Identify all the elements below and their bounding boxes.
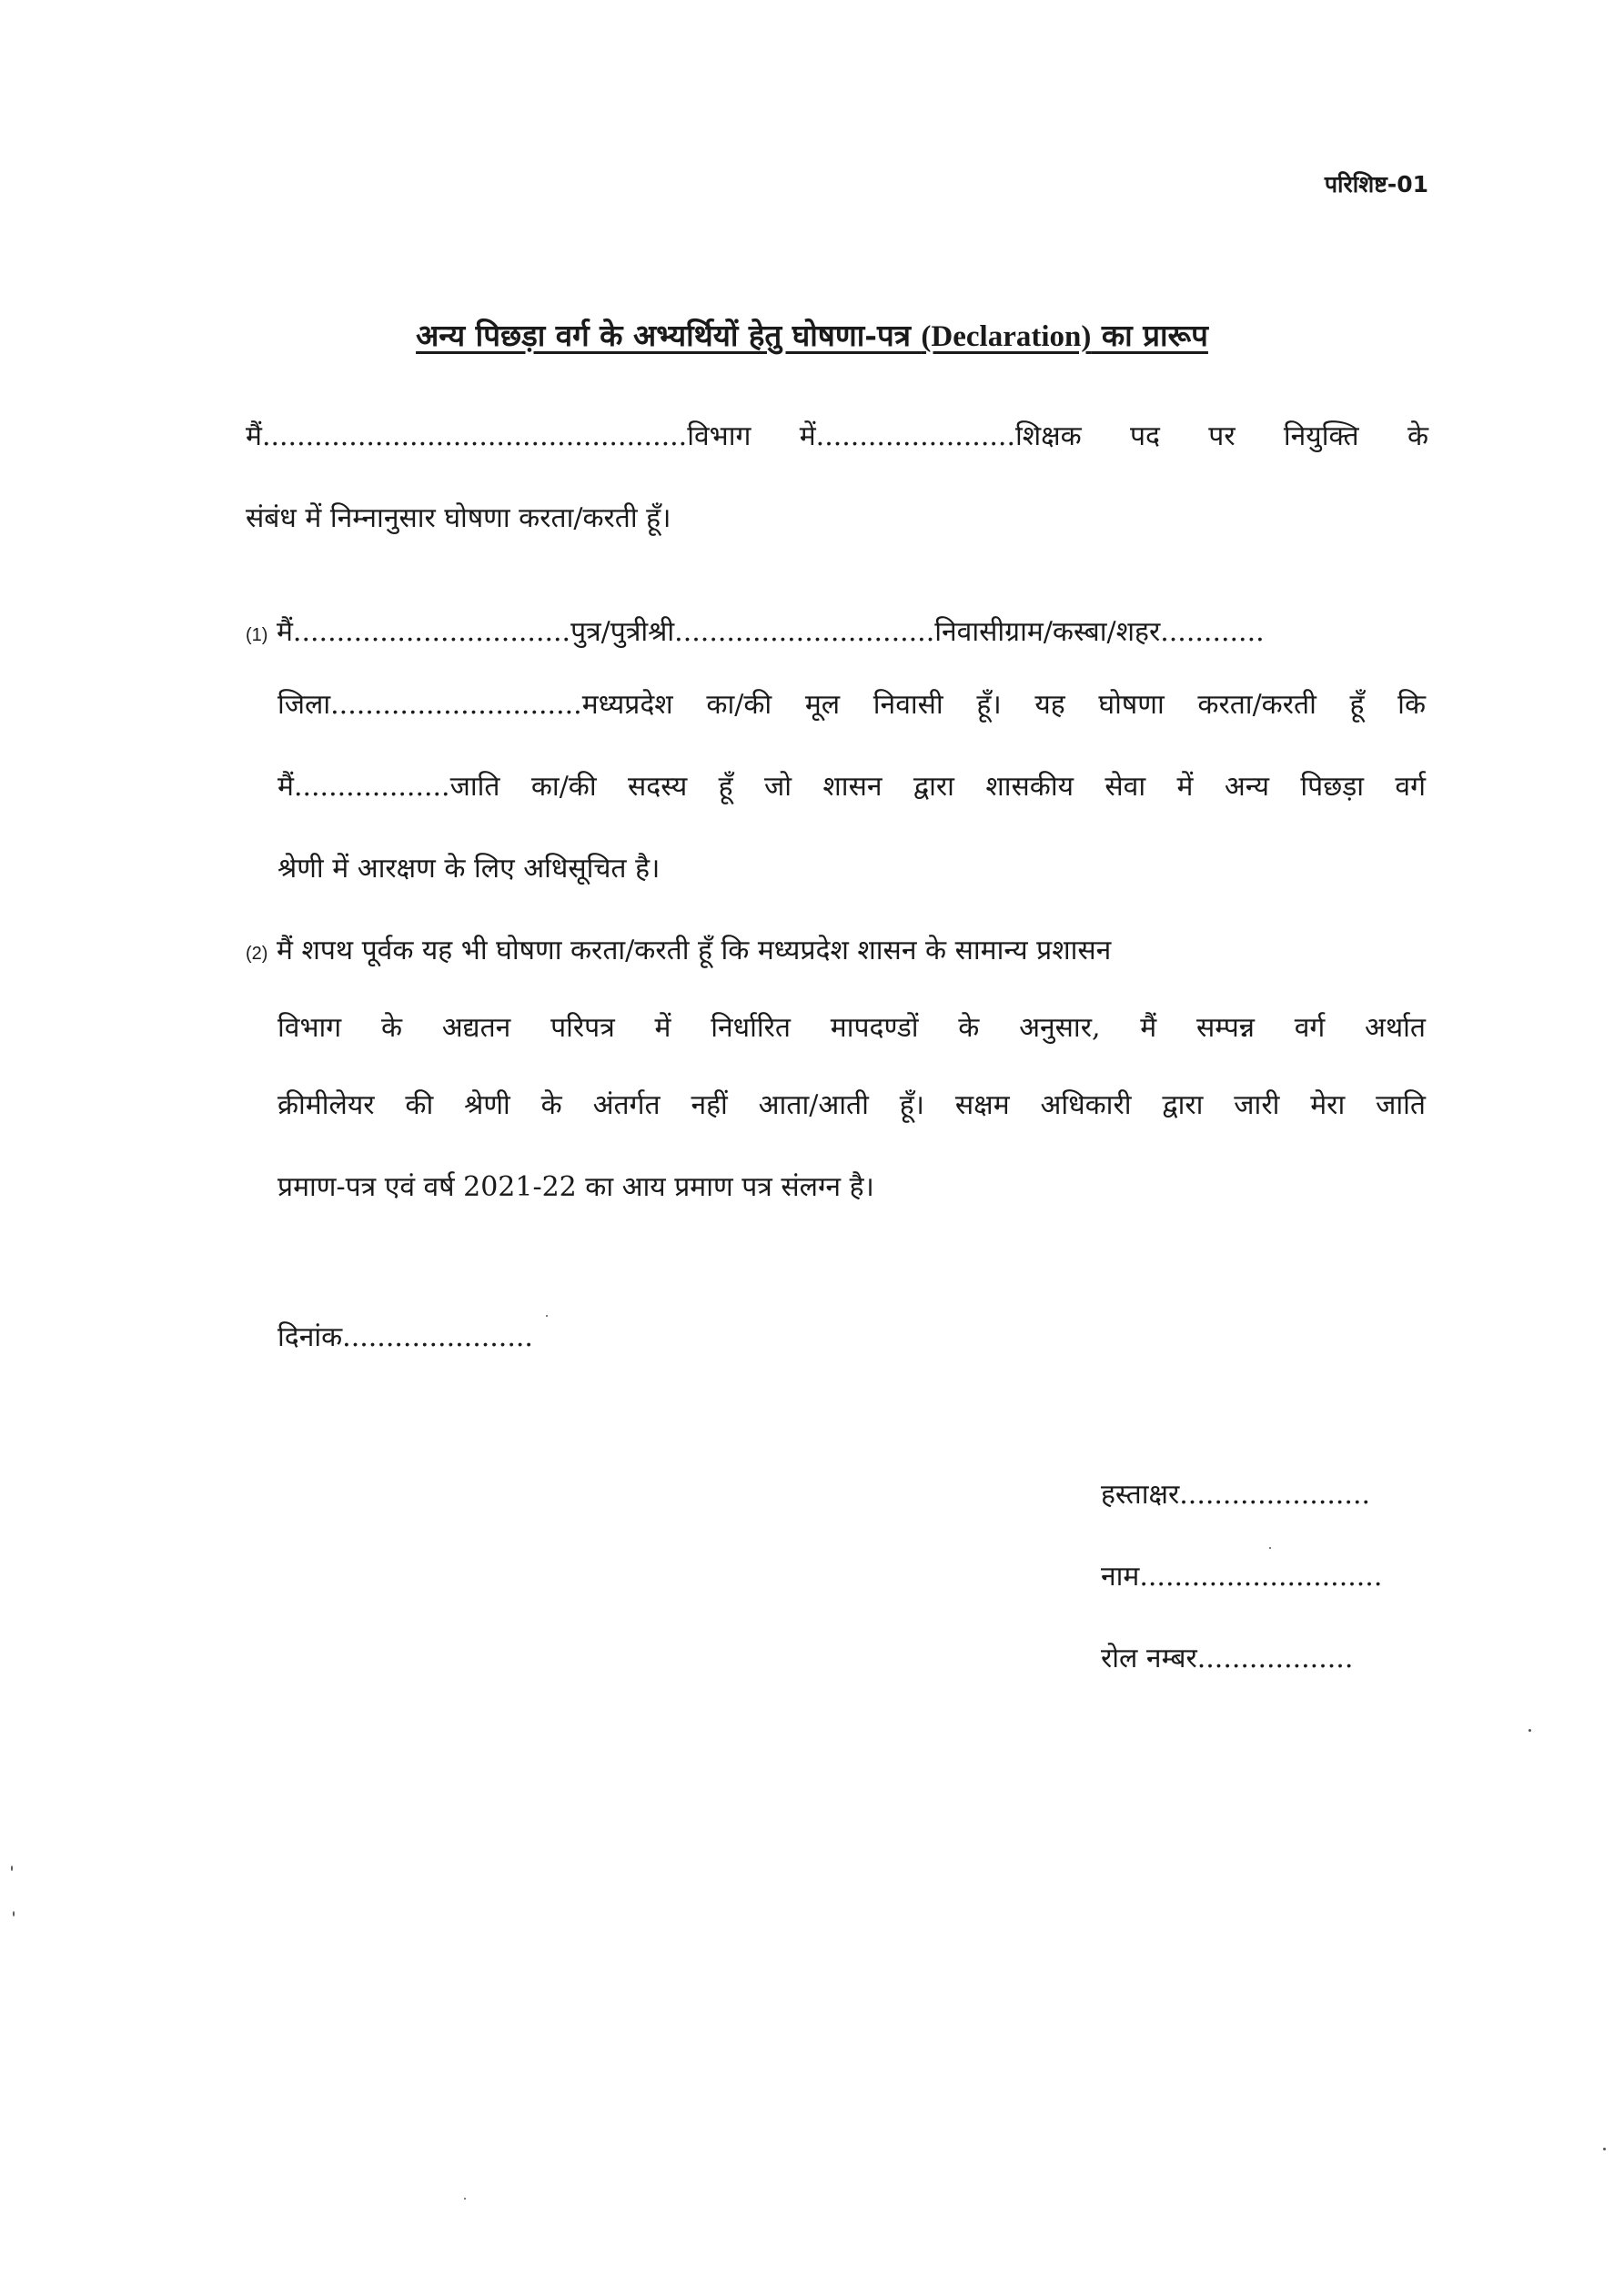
clause-1-line-2: जिला.............................मध्यप्रदेश का/की मूल निवासी हूँ। यह घोषणा करता/करती हूँ कि	[277, 689, 1426, 721]
scan-speck	[464, 2198, 466, 2200]
clause-1-line-4: श्रेणी में आरक्षण के लिए अधिसूचित है।	[277, 853, 661, 885]
clause-2-line-4: प्रमाण-पत्र एवं वर्ष 2021-22 का आय प्रमाण पत्र संलग्न है।	[277, 1171, 874, 1203]
clause-1-line-3: मैं..................जाति का/की सदस्य हूँ जो शासन द्वारा शासकीय सेवा में अन्य पिछड़ा वर्ग	[277, 771, 1426, 803]
scan-speck	[11, 1866, 13, 1871]
clause-2-number: (2)	[246, 944, 268, 964]
title-hindi-part1: अन्य पिछड़ा वर्ग के अभ्यर्थियों हेतु घोषणा-पत्र	[416, 318, 922, 353]
scan-speck	[1528, 1729, 1531, 1732]
title-english-part: (Declaration)	[921, 320, 1092, 353]
clause-1-number: (1)	[246, 625, 268, 645]
title-hindi-part2: का प्रारूप	[1091, 318, 1208, 353]
document-title	[0, 314, 1624, 355]
intro-line-1: मैं.................................................विभाग में.......................शिक्षक पद पर नियुक्ति के	[246, 420, 1428, 452]
scan-speck	[13, 1911, 15, 1917]
roll-number-field: रोल नम्बर..................	[1101, 1643, 1354, 1674]
clause-2-line-3: क्रीमीलेयर की श्रेणी के अंतर्गत नहीं आता/आती हूँ। सक्षम अधिकारी द्वारा जारी मेरा जाति	[277, 1089, 1426, 1121]
clause-1-line-1	[246, 616, 1419, 648]
scan-speck	[546, 1315, 548, 1317]
date-field: दिनांक......................	[277, 1321, 533, 1353]
scan-speck	[1603, 2148, 1606, 2150]
scan-speck	[1269, 1547, 1271, 1549]
signature-field: हस्ताक्षर......................	[1101, 1479, 1371, 1511]
clause-2-line-1-text: मैं शपथ पूर्वक यह भी घोषणा करता/करती हूँ कि मध्यप्रदेश शासन के सामान्य प्रशासन	[267, 935, 1112, 966]
appendix-label: परिशिष्ट-01	[1324, 171, 1428, 197]
intro-line-2: संबंध में निम्नानुसार घोषणा करता/करती हूँ।	[246, 502, 671, 534]
clause-1-line-1-text: मैं................................पुत्र/पुत्रीश्री..............................निवासीग्राम/कस्बा/शहर............	[267, 616, 1265, 648]
name-field: नाम............................	[1101, 1561, 1383, 1593]
clause-2-line-2: विभाग के अद्यतन परिपत्र में निर्धारित मापदण्डों के अनुसार, मैं सम्पन्न वर्ग अर्थात	[277, 1012, 1426, 1044]
clause-2-line-1	[246, 937, 1111, 965]
